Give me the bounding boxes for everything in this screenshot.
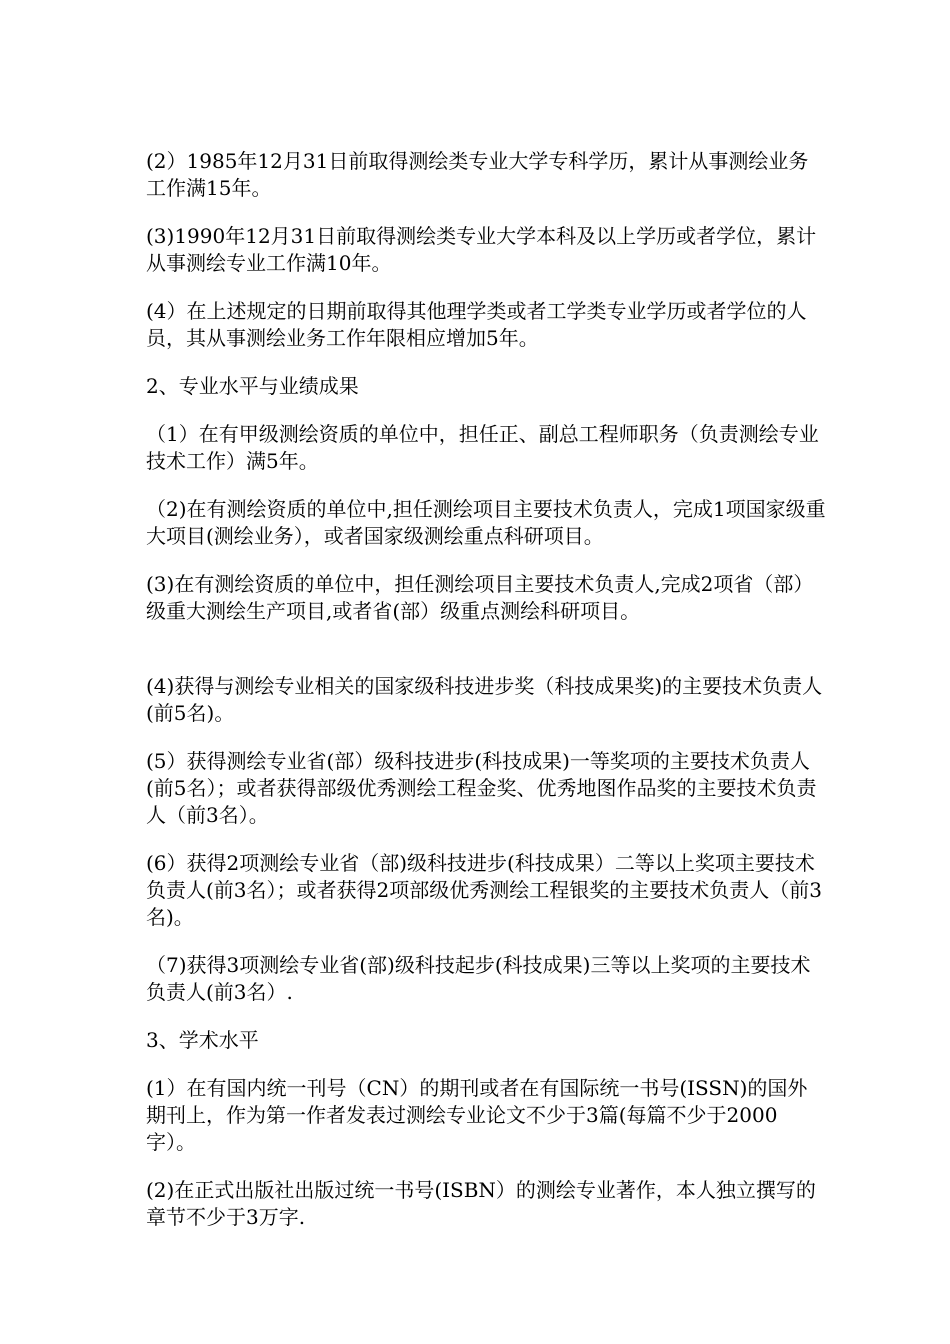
document-body <box>146 148 826 1252</box>
paragraph-qualification-2: (2）1985年12月31日前取得测绘类专业大学专科学历，累计从事测绘业务工作满15年。 <box>146 149 809 200</box>
paragraph-achievement-4: (4)获得与测绘专业相关的国家级科技进步奖（科技成果奖)的主要技术负责人(前5名)。 <box>146 674 823 725</box>
section-heading-professional-level: 2、专业水平与业绩成果 <box>146 374 359 398</box>
paragraph-achievement-1: （1）在有甲级测绘资质的单位中，担任正、副总工程师职务（负责测绘专业技术工作）满5年。 <box>146 422 819 473</box>
paragraph-qualification-4: (4）在上述规定的日期前取得其他理学类或者工学类专业学历或者学位的人员，其从事测绘业务工作年限相应增加5年。 <box>146 299 807 350</box>
paragraph-qualification-3: (3)1990年12月31日前取得测绘类专业大学本科及以上学历或者学位，累计从事测绘专业工作满10年。 <box>146 224 817 275</box>
paragraph-achievement-3: (3)在有测绘资质的单位中，担任测绘项目主要技术负责人,完成2项省（部）级重大测绘生产项目,或者省(部）级重点测绘科研项目。 <box>146 572 814 623</box>
paragraph-achievement-5: (5）获得测绘专业省(部）级科技进步(科技成果)一等奖项的主要技术负责人(前5名）；或者获得部级优秀测绘工程金奖、优秀地图作品奖的主要技术负责人（前3名）。 <box>146 749 817 827</box>
paragraph-achievement-6: (6）获得2项测绘专业省（部)级科技进步(科技成果）二等以上奖项主要技术负责人(前3名）；或者获得2项部级优秀测绘工程银奖的主要技术负责人（前3名)。 <box>146 851 822 929</box>
paragraph-achievement-2: （2)在有测绘资质的单位中,担任测绘项目主要技术负责人，完成1项国家级重大项目(测绘业务），或者国家级测绘重点科研项目。 <box>146 497 826 548</box>
paragraph-achievement-7: （7)获得3项测绘专业省(部)级科技起步(科技成果)三等以上奖项的主要技术负责人(前3名）. <box>146 953 811 1004</box>
paragraph-academic-1: (1）在有国内统一刊号（CN）的期刊或者在有国际统一书号(ISSN)的国外期刊上，作为第一作者发表过测绘专业论文不少于3篇(每篇不少于2000字）。 <box>146 1076 808 1154</box>
paragraph-academic-2: (2)在正式出版社出版过统一书号(ISBN）的测绘专业著作，本人独立撰写的章节不少于3万字. <box>146 1178 816 1229</box>
section-heading-academic-level: 3、学术水平 <box>146 1028 259 1052</box>
